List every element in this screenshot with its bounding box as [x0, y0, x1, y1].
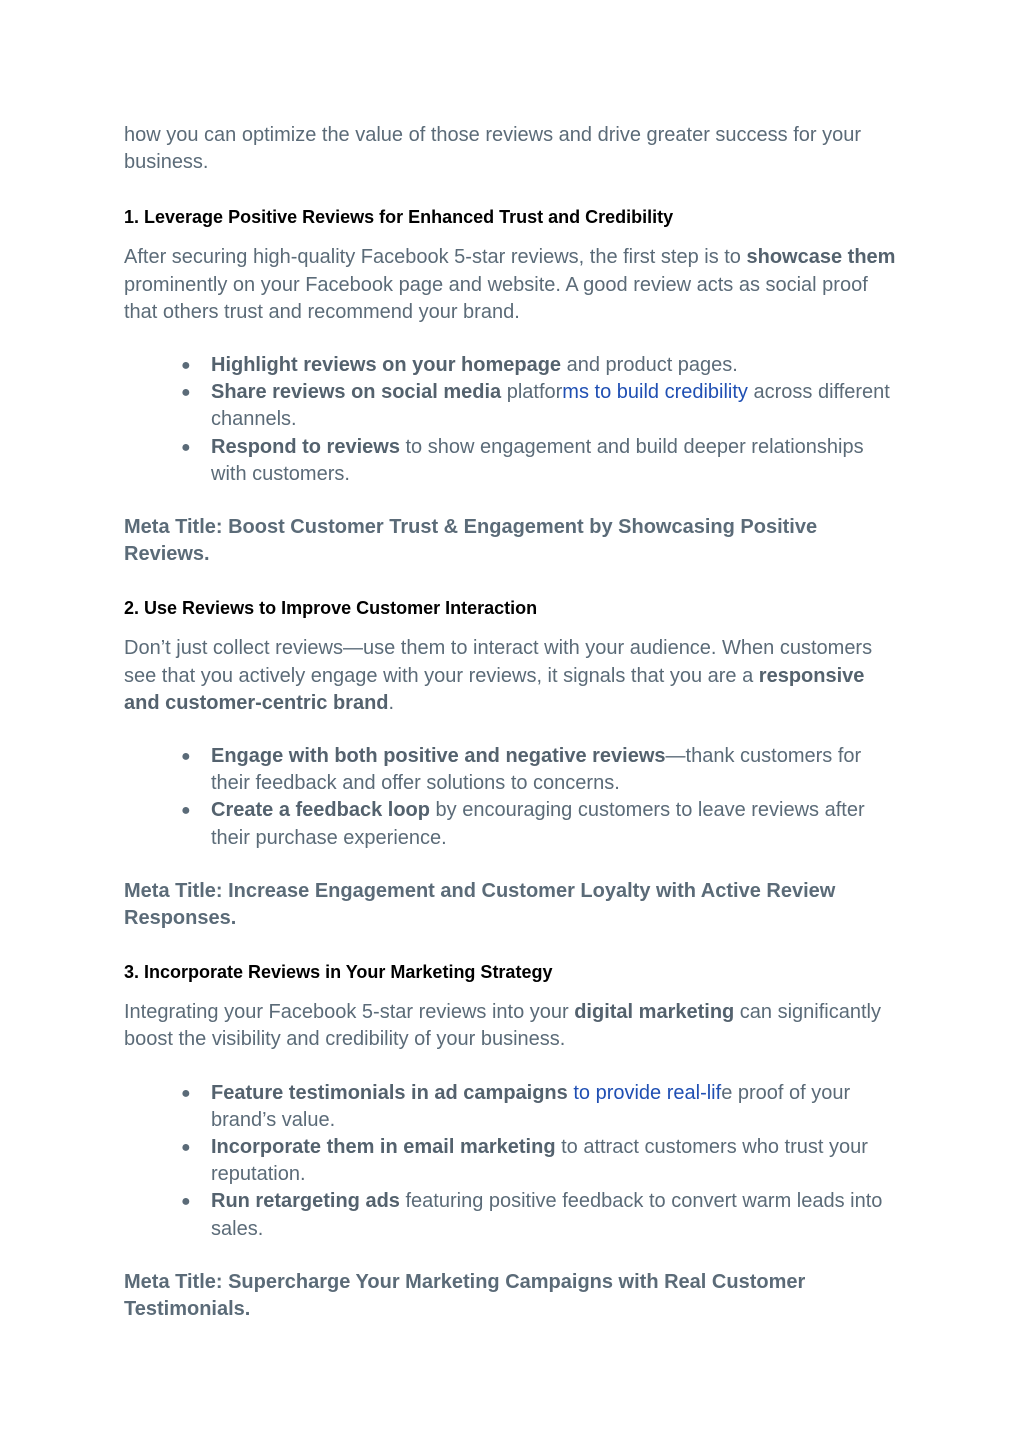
section-3-bullet-list — [124, 1080, 904, 1243]
section-3-meta-title: Meta Title: Supercharge Your Marketing Campaigns with Real Customer Testimonials. — [124, 1270, 806, 1321]
bullet-icon: ● — [181, 1084, 191, 1102]
bullet-icon: ● — [181, 1139, 191, 1157]
bullet-icon: ● — [181, 748, 191, 766]
section-2-paragraph-pre: Don’t just collect reviews—use them to interact with your audience. When customers see that you actively engage with your reviews, it signals that you are a — [124, 637, 873, 687]
list-item-bold: Respond to reviews — [211, 435, 400, 458]
section-3-paragraph-post: can significantly boost the visibility and credibility of your business. — [124, 1001, 881, 1051]
list-item — [181, 352, 904, 379]
section-1-paragraph-post: prominently on your Facebook page and website. A good review acts as social proof that others trust and recommend your brand. — [124, 273, 868, 323]
intro-line-1: how you can optimize the value of those reviews and drive greater success for your — [124, 124, 862, 146]
bullet-icon: ● — [181, 384, 191, 402]
list-item-bold: Feature testimonials in ad campaigns — [211, 1081, 568, 1104]
bullet-icon: ● — [181, 802, 191, 820]
section-2-paragraph-post: . — [388, 691, 395, 714]
list-item-text: and product pages. — [561, 354, 738, 377]
list-item — [181, 1080, 904, 1134]
section-3-heading: 3. Incorporate Reviews in Your Marketing Strategy — [124, 962, 553, 983]
inline-link[interactable]: ms to build credibility — [562, 381, 748, 404]
list-item-text: across different channels. — [211, 381, 890, 431]
list-item-bold: Engage with both positive and negative reviews — [211, 745, 666, 768]
list-item — [181, 1134, 904, 1188]
list-item — [181, 743, 904, 797]
list-item-text: by encouraging customers to leave reviews after their purchase experience. — [211, 799, 865, 849]
section-2-heading: 2. Use Reviews to Improve Customer Interaction — [124, 598, 538, 619]
inline-link[interactable]: to provide real-lif — [567, 1081, 722, 1104]
bullet-icon: ● — [181, 438, 191, 456]
intro-paragraph — [124, 122, 904, 176]
section-2-bullet-list — [124, 743, 904, 852]
list-item-text: to attract customers who trust your reputation. — [211, 1136, 868, 1186]
bullet-icon: ● — [181, 1193, 191, 1211]
list-item-bold: Incorporate them in email marketing — [211, 1136, 556, 1159]
list-item-bold: Share reviews on social media — [211, 381, 502, 404]
section-1-paragraph-pre: After securing high-quality Facebook 5-star reviews, the first step is to — [124, 246, 747, 269]
list-item — [181, 797, 904, 851]
section-2-paragraph-bold: responsive and customer-centric brand — [124, 664, 865, 714]
section-3-paragraph — [124, 999, 904, 1053]
list-item-text: to show engagement and build deeper relationships with customers. — [211, 435, 864, 485]
list-item — [181, 379, 904, 433]
list-item-text-pre-link: platfor — [501, 381, 563, 404]
section-1-bullet-list — [124, 352, 904, 488]
bullet-icon: ● — [181, 357, 191, 375]
section-3-paragraph-bold: digital marketing — [574, 1001, 735, 1024]
list-item-text: e proof of your brand’s value. — [211, 1081, 851, 1131]
section-1-meta-title: Meta Title: Boost Customer Trust & Engagement by Showcasing Positive Reviews. — [124, 516, 818, 566]
list-item-text: —thank customers for their feedback and offer solutions to concerns. — [211, 745, 862, 795]
section-1-heading: 1. Leverage Positive Reviews for Enhanced Trust and Credibility — [124, 207, 674, 228]
list-item — [181, 1188, 904, 1242]
list-item-bold: Run retargeting ads — [211, 1190, 400, 1213]
section-1-paragraph — [124, 244, 904, 326]
list-item — [181, 434, 904, 488]
section-1-paragraph-bold: showcase them — [746, 246, 896, 269]
list-item-text: featuring positive feedback to convert warm leads into sales. — [211, 1190, 883, 1240]
document-page — [124, 122, 904, 1323]
intro-line-2: business. — [124, 151, 209, 174]
section-3-paragraph-pre: Integrating your Facebook 5-star reviews into your — [124, 1001, 575, 1024]
list-item-bold: Create a feedback loop — [211, 799, 430, 822]
list-item-bold: Highlight reviews on your homepage — [211, 354, 562, 377]
section-2-paragraph — [124, 635, 904, 717]
section-2-meta-title: Meta Title: Increase Engagement and Customer Loyalty with Active Review Responses. — [124, 879, 836, 930]
